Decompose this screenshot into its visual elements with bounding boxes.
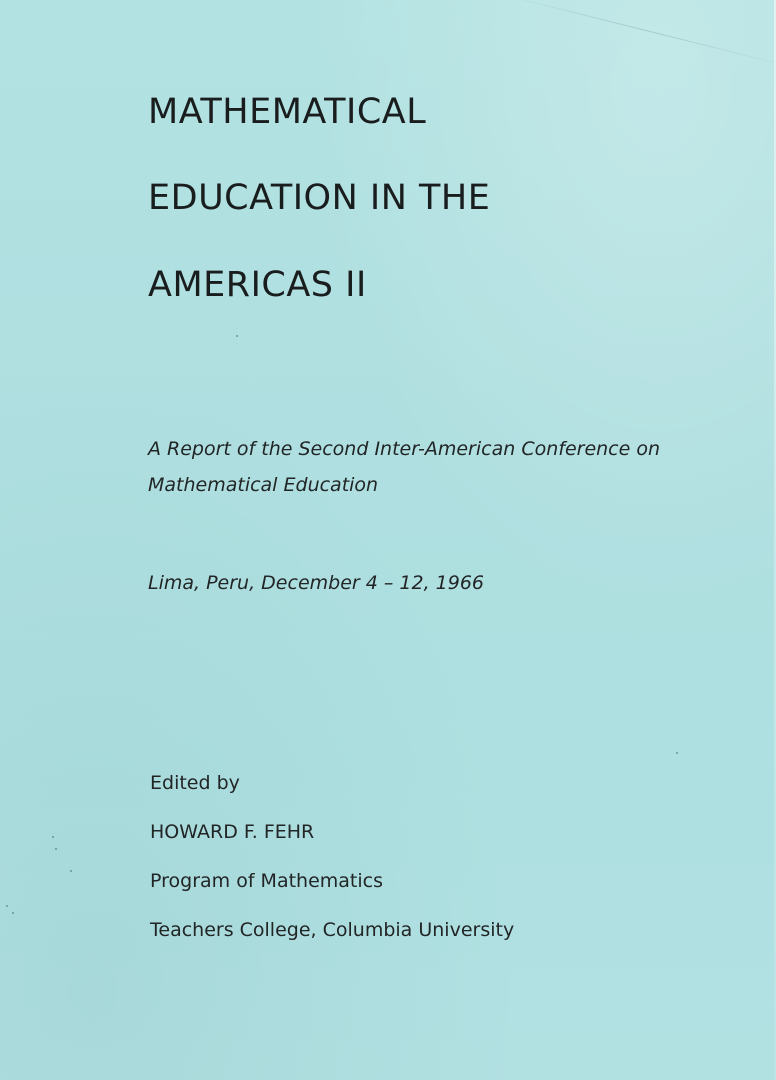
program-name: Program of Mathematics xyxy=(150,870,384,892)
title-line-1: MATHEMATICAL xyxy=(148,92,427,132)
title-line-3: AMERICAS II xyxy=(148,265,367,305)
paper-speck xyxy=(70,870,72,872)
institution-name: Teachers College, Columbia University xyxy=(150,919,515,941)
paper-crease xyxy=(500,0,776,67)
subtitle-line-1: A Report of the Second Inter-American Conference on xyxy=(148,438,661,460)
paper-speck xyxy=(55,848,57,850)
editor-name: HOWARD F. FEHR xyxy=(150,821,315,843)
edited-by-label: Edited by xyxy=(150,772,240,794)
location-date: Lima, Peru, December 4 – 12, 1966 xyxy=(148,572,485,594)
subtitle-line-2: Mathematical Education xyxy=(148,474,379,496)
paper-speck xyxy=(236,335,238,337)
paper-speck xyxy=(52,836,54,838)
paper-speck xyxy=(6,905,8,907)
paper-speck xyxy=(676,752,678,754)
paper-speck xyxy=(12,912,14,914)
title-line-2: EDUCATION IN THE xyxy=(148,178,491,218)
